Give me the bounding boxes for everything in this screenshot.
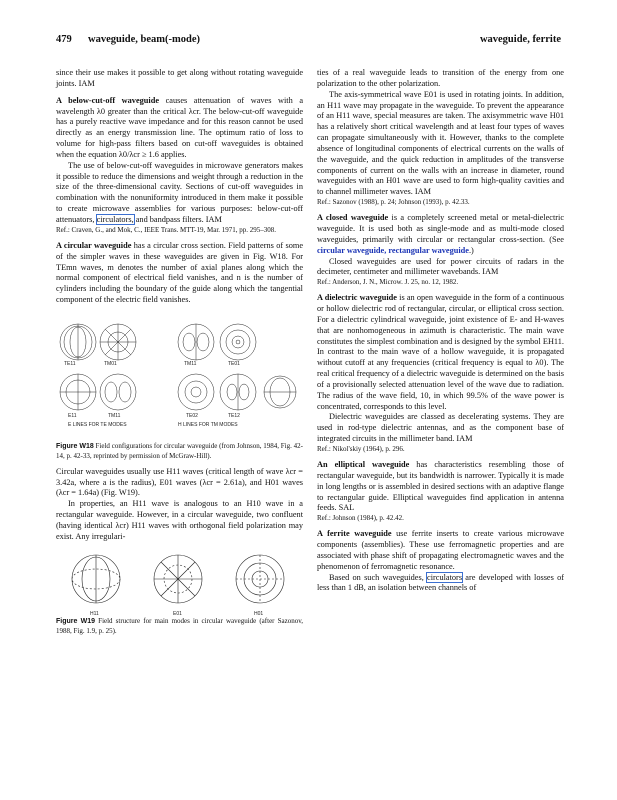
elliptical-ref: Ref.: Johnson (1984), p. 42.42.	[317, 514, 404, 523]
properties-paragraph: In properties, an H11 wave is analogous to an H10 wave in a rectangular waveguide. However, in a circular waveguide, two confluent (having identical λcr) H11 waves with orthogonal field polarization may exist. Any irregulari-	[56, 499, 303, 541]
fig18-label-2: TM01	[104, 360, 117, 367]
fig18-label-4: TE01	[228, 360, 240, 367]
header-left-title: waveguide, beam(-mode)	[88, 34, 200, 45]
elliptical-paragraph: An elliptical waveguide has characteristics resembling those of rectangular waveguide, but its bandwidth is narrower. Typically it is made in long lengths or is assembled in desired sections with an adaptive flange to rectangular guide. Elliptical waveguides find application in antenna feeds. SAL	[317, 460, 564, 513]
fig18-label-3: TM11	[184, 360, 197, 367]
figure-w19-drawing	[56, 549, 303, 617]
fig18-legend-right: H LINES FOR TM MODES	[178, 421, 238, 428]
figure-w19-label: Figure W19	[56, 617, 96, 625]
ferrite-term: A ferrite waveguide	[317, 529, 392, 539]
circular-rectangular-link[interactable]: circular waveguide, rectangular waveguide	[317, 245, 469, 255]
cutoff-body: causes attenuation of waves with a wavelength λ0 greater than the critical λcr. The below-cut-off waveguide has a purely reactive wave impedance and for this reason cannot be used directly as an energy transmission line. The optimum ratio of loss to volume for high-pass filters based on cut-off waveguides is obtained when the equation λ0/λcr ≥ 1.6 applies.	[56, 95, 304, 159]
right-p1: ties of a real waveguide leads to transition of the energy from one polarization to the other polarization.	[317, 68, 564, 88]
fig18-label-8: TE12	[228, 412, 240, 419]
fig18-label-6: TM11	[108, 412, 121, 419]
figure-w19	[56, 549, 303, 636]
closed-paragraph: A closed waveguide is a completely screened metal or metal-dielectric waveguide. It is used both as single-mode and as multi-mode closed waveguides, primarily with circular or rectangular cross-section. (See circular waveguide, rectangular waveguide.)	[317, 213, 565, 255]
closed-ref: Ref.: Anderson, J. N., Microw. J. 25, no. 12, 1982.	[317, 278, 459, 287]
cutoff-ref: Ref.: Craven, G., and Mok, C., IEEE Trans. MTT-19, Mar. 1971, pp. 295–308.	[56, 225, 277, 234]
right-p2: The axis-symmetrical wave E01 is used in rotating joints. In addition, an H11 wave may propagate in the waveguide. To prevent the appearance of an H11 wave, special measures are taken. The axisymmetric wave H01 has a relatively short critical wavelength and at least four types of waves can propagate simultaneously with it. However, thanks to the complete absence of longitudinal components of electrical currents on the walls of the waveguide, and the quick reduction in amplitudes of the transverse components of current on the walls with an increase in diameter, round waveguides with an H01 wave are used to form high-quality cavities and to channel millimeter waves. IAM	[317, 89, 564, 197]
header-right-title: waveguide, ferrite	[479, 34, 561, 45]
fig18-label-1: TE11	[64, 360, 76, 367]
fig19-label-2: E01	[173, 610, 182, 617]
running-header	[56, 34, 561, 48]
fig19-label-1: H11	[90, 610, 99, 617]
cutoff-paragraph	[56, 96, 303, 161]
h11-paragraph: Circular waveguides usually use H11 waves (critical length of wave λcr = 3.42a, where a is the radius), E01 waves (λcr = 2.61a), and H01 waves (λcr = 1.64a) (Fig. W19).	[56, 466, 303, 498]
right-ref1: Ref.: Sazonov (1988), p. 24; Johnson (1993), p. 42.33.	[317, 198, 470, 207]
elliptical-term: An elliptical waveguide	[317, 460, 410, 469]
dielectric-ref: Ref.: Nikol'skiy (1964), p. 296.	[317, 445, 405, 453]
dielectric-term: A dielectric waveguide	[317, 293, 397, 303]
fig18-label-5: E11	[68, 412, 77, 419]
ferrite-paragraph-2: Based on such waveguides, circulators are developed with losses of less than 1 dB, an isolation between channels of	[317, 572, 564, 593]
dielectric-paragraph: A dielectric waveguide is an open waveguide in the form of a continuous or hollow dielectric rod of rectangular, circular, or elliptical cross section. For a dielectric cylindrical waveguide, joint existence of E- and H-waves that are nonhomogeneous in azimuth is characteristic. The main wave constitutes the simplest combination and is designed by the symbol EH11. In contrast to the main wave of a hollow waveguide, it is propagated without cutoff at any frequencies (critical frequency is equal to λ0). The real critical frequency of a dielectric waveguide is determined on the basis of a provisionally selected attenuation level of the wave due to radiation. The radius of the wave field, 10, in which 99.5% of the wave power is concentrated, corresponds to this level.	[317, 293, 564, 411]
circular-body: has a circular cross section. Field patterns of some of the simpler waves in these waveguides are given in Fig. W18. For TEmn waves, m denotes the number of axial planes along which the normal component of electrical field vanishes, and n is the number of cylinders including the boundary of the guide along which the tangential component of the electric field vanishes.	[56, 240, 304, 305]
circular-paragraph	[56, 241, 303, 306]
figure-w19-caption: Figure W19 Field structure for main modes in circular waveguide (after Sazonov, 1988, Fig. 1.9, p. 25).	[56, 616, 303, 635]
left-column	[56, 68, 303, 635]
figure-w18-drawing	[56, 312, 303, 442]
cutoff-term: A below-cut-off waveguide	[56, 95, 160, 105]
figure-w18-label: Figure W18	[56, 442, 94, 450]
fig19-label-3: H01	[254, 610, 264, 617]
right-column	[317, 68, 564, 594]
ferrite-paragraph: A ferrite waveguide use ferrite inserts to create various microwave components (assemblies). These use ferromagnetic properties and are associated with phase shift of propagating electromagnetic waves and the phenomenon of ferromagnetic resonance.	[317, 529, 564, 571]
cutoff-paragraph-2: The use of below-cut-off waveguides in microwave generators makes it possible to reduce the dimensions and weight through a reduction in the size of the three-dimensional cavity. Sections of cut-off waveguides in combination with the nonuniformity introduced in them make it possible to create microwave assemblies for various purposes: below-cut-off attenuators, circulators, and bandpass filters. IAM	[56, 160, 303, 224]
closed-term: A closed waveguide	[317, 213, 389, 223]
closed-paragraph-2: Closed waveguides are used for power circuits of radars in the decimeter, centimeter and millimeter wavebands. IAM	[317, 256, 564, 277]
figure-w18	[56, 312, 303, 461]
circular-term: A circular waveguide	[56, 240, 132, 250]
circulators-link-2[interactable]: circulators	[427, 572, 463, 582]
dielectric-paragraph-2: Dielectric waveguides are classed as decelerating systems. They are used in rod-type dielectric antennas, and as the component base of integrated circuits in the millimeter band. IAM	[317, 412, 564, 444]
intro-paragraph: since their use makes it possible to get along without rotating waveguide joints. IAM	[56, 68, 303, 88]
figure-w18-caption: Figure W18 Field configurations for circular waveguide (from Johnson, 1984, Fig. 42-14, p. 42-33, reprinted by permission of McGraw-Hill).	[56, 441, 303, 460]
fig18-label-7: TE02	[186, 412, 198, 419]
circulators-link[interactable]: circulators,	[96, 214, 134, 224]
page-number: 479	[56, 34, 72, 45]
fig18-legend-left: E LINES FOR TE MODES	[68, 421, 127, 428]
